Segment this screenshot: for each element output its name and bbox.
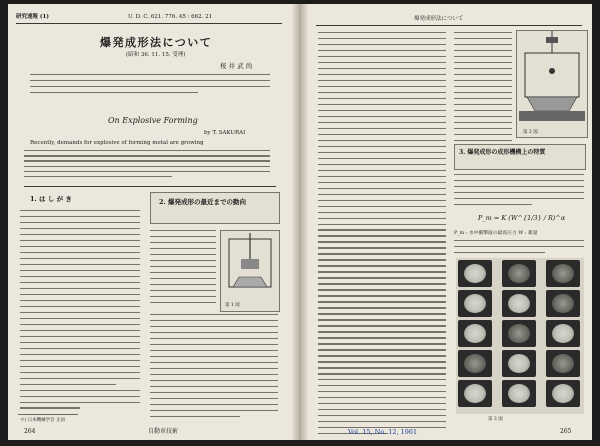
section1-body xyxy=(20,210,140,413)
section3-heading: 3. 爆発成形の成形機構上の特質 xyxy=(459,149,546,156)
english-author: by T. SAKURAI xyxy=(204,130,246,136)
right-page xyxy=(308,4,592,440)
figure-1 xyxy=(220,230,280,312)
udc-code: U. D. C. 621. 776. 45 : 662. 21 xyxy=(128,14,213,20)
equation: P_m = K (W^{1/3} / R)^α xyxy=(478,214,566,222)
section2-heading-box xyxy=(150,192,280,224)
abstract-en xyxy=(24,150,270,181)
press-diagram-icon xyxy=(221,231,279,301)
right-page-number: 265 xyxy=(560,428,572,435)
section2-body-b xyxy=(150,314,278,422)
journal-footer: 自動車技術 xyxy=(148,428,179,435)
spine xyxy=(292,4,308,440)
section-tag: 研究速報 (1) xyxy=(16,14,49,20)
section3-heading-box xyxy=(454,144,586,170)
right-body-col1 xyxy=(318,32,446,439)
section2-heading: 2. 爆発成形の最近までの動向 xyxy=(159,198,247,206)
author-jp: 桜 井 武 尚 xyxy=(220,62,253,70)
book-spread xyxy=(8,4,592,440)
fig3-caption: 第 3 図 xyxy=(488,417,503,422)
section2-body-a xyxy=(150,230,216,308)
volume-footer: Vol. 15, No. 12, 1961 xyxy=(348,428,418,436)
fig2-caption: 第 2 図 xyxy=(523,130,538,135)
running-head: 爆発成形法について xyxy=(414,16,464,22)
section3-body-b xyxy=(454,240,584,258)
equation-vars: P_m : 水中衝撃波の最高圧力 W : 薬量 xyxy=(454,231,538,236)
fig1-caption: 第 1 図 xyxy=(225,303,240,308)
footnote: ＊) 日本機械学会 正員 xyxy=(20,418,66,423)
left-page-number: 264 xyxy=(24,428,36,435)
section3-body-a xyxy=(454,174,584,210)
section1-heading: 1. は し が き xyxy=(30,195,72,203)
received-date: (昭和 36. 11. 15. 受理) xyxy=(126,52,186,58)
figure-2 xyxy=(516,30,588,138)
abstract-jp xyxy=(30,74,270,98)
forming-die-diagram-icon xyxy=(517,31,587,127)
english-title: On Explosive Forming xyxy=(108,116,198,125)
left-page xyxy=(8,4,292,440)
article-title: 爆発成形法について xyxy=(100,36,213,49)
figure-3-photo-grid xyxy=(456,258,584,414)
abstract-en-start: Recently, demands for explosive of forming metal are growing xyxy=(30,140,204,146)
